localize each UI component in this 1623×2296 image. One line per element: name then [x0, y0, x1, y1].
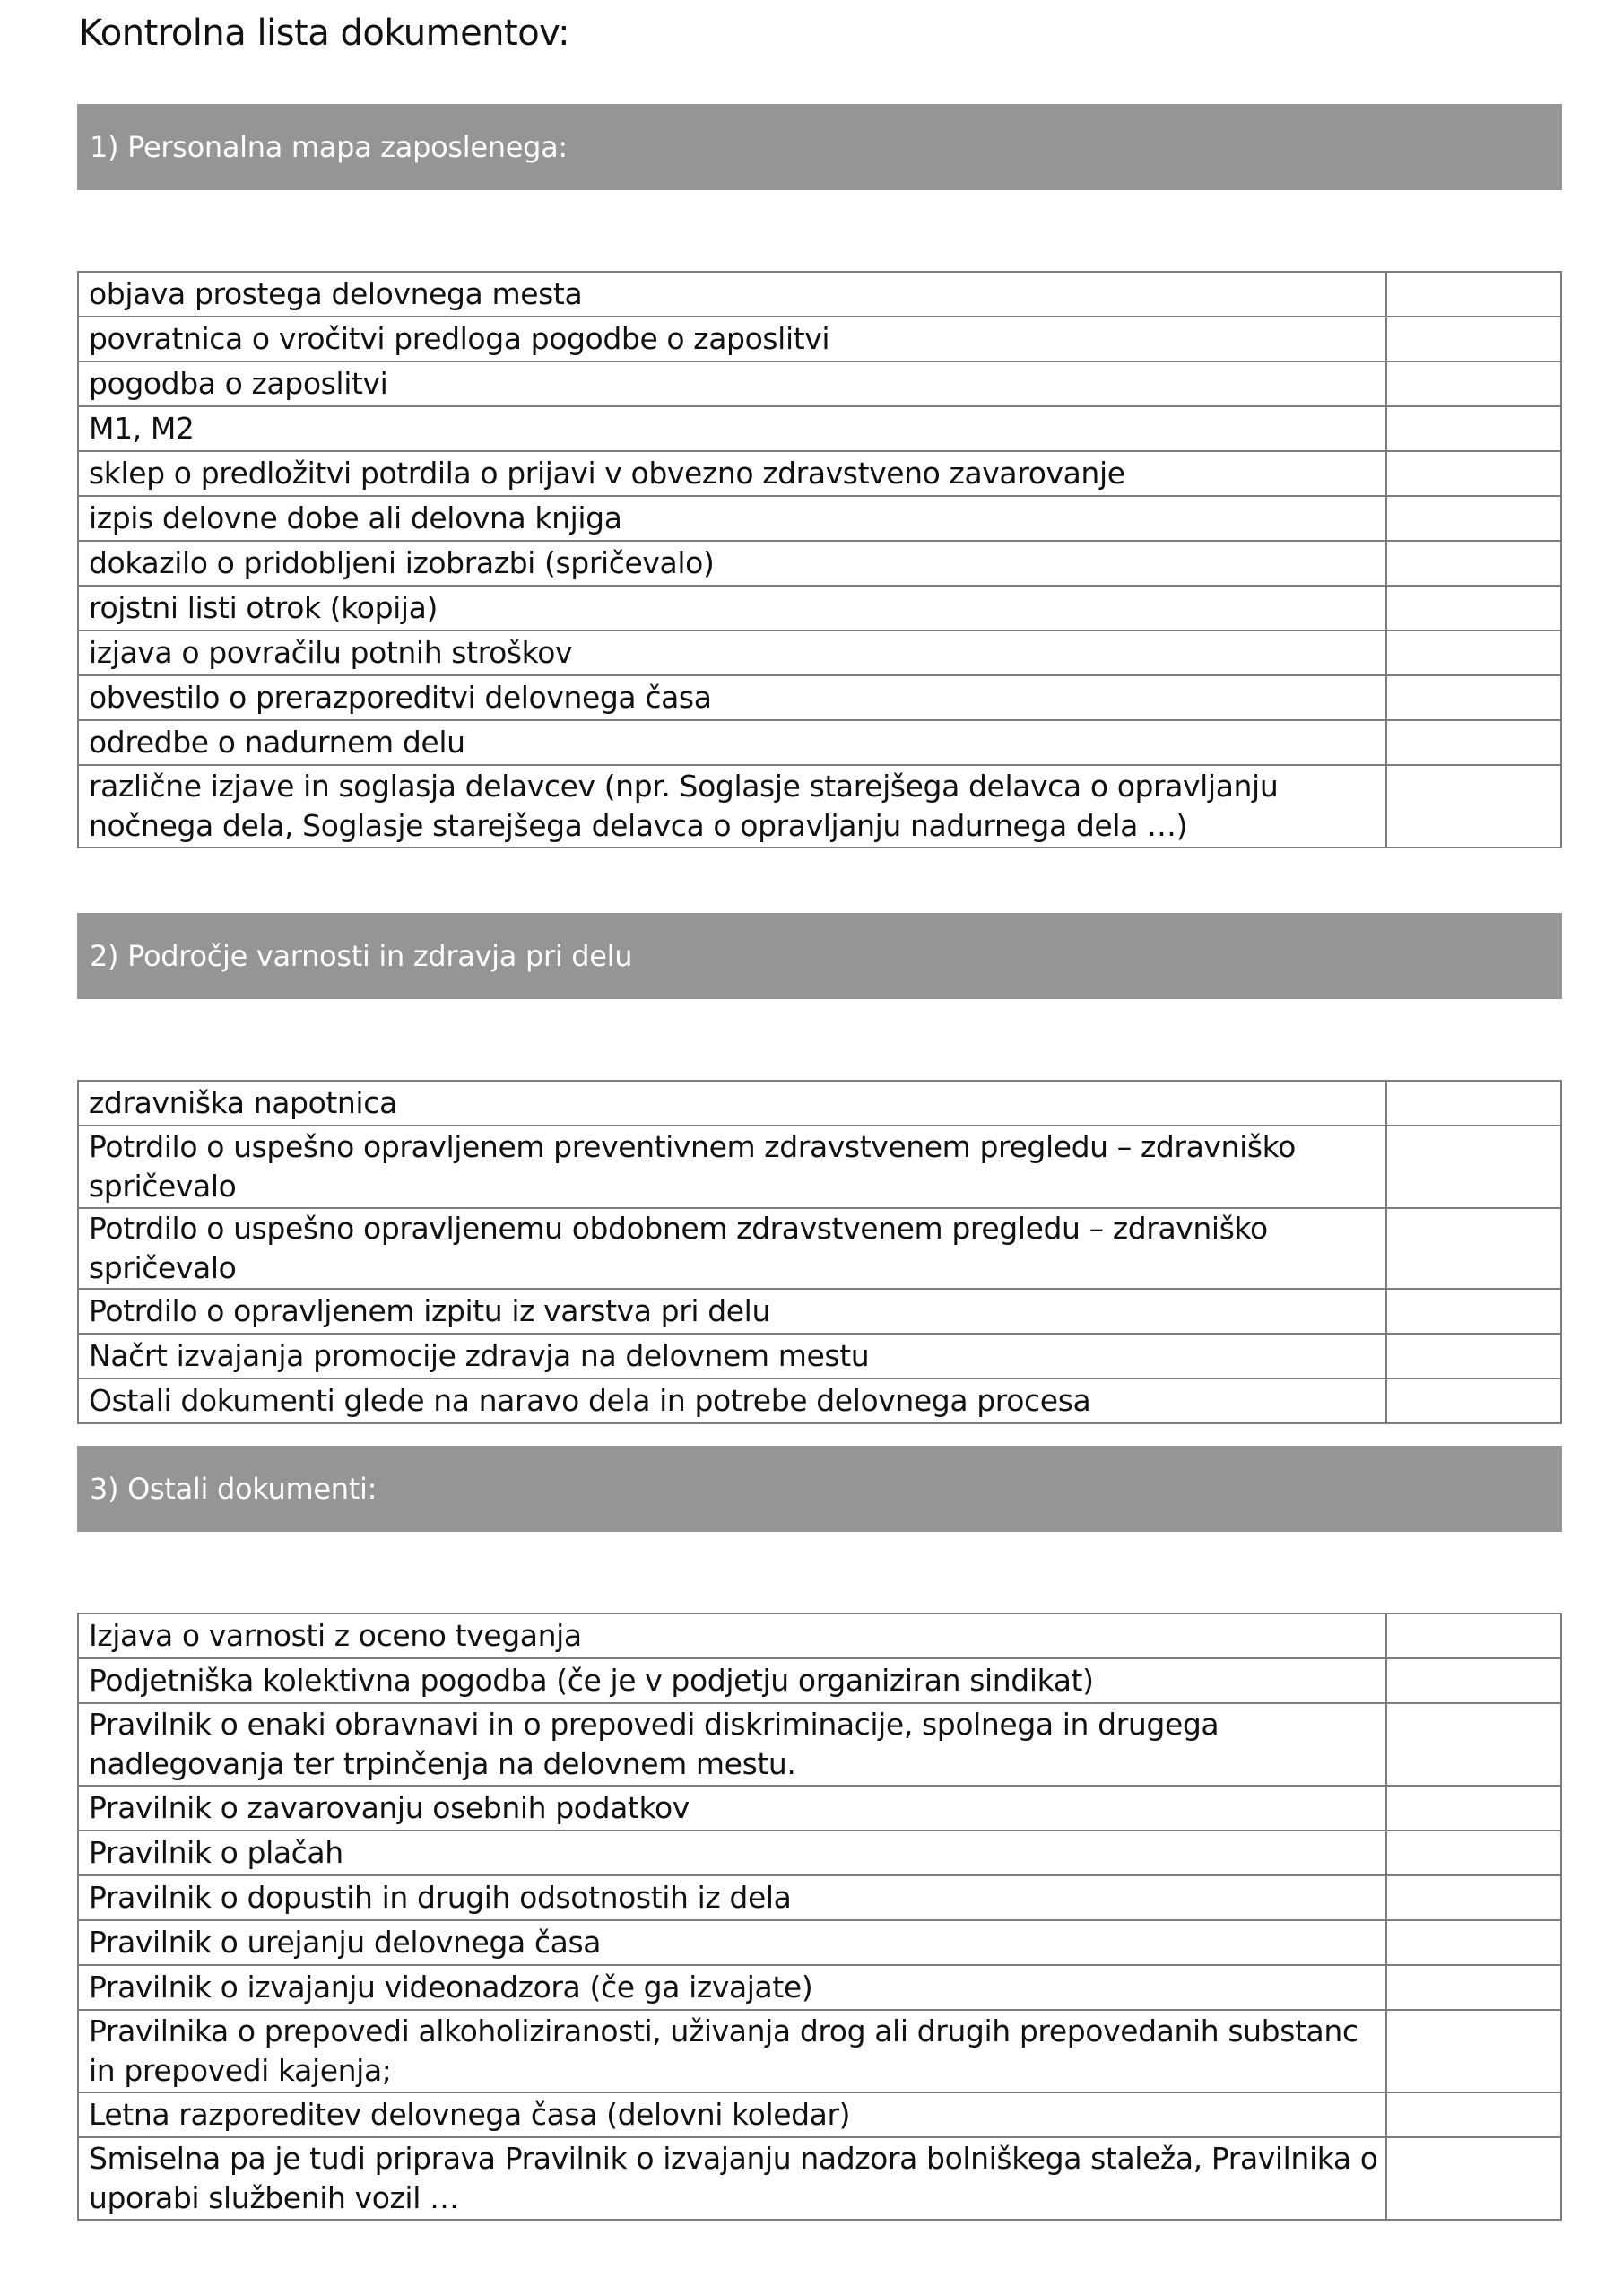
checkbox-cell[interactable]: [1386, 1875, 1561, 1920]
item-label: Pravilnik o urejanju delovnega časa: [78, 1920, 1386, 1965]
item-label: Ostali dokumenti glede na naravo dela in potrebe delovnega procesa: [78, 1378, 1386, 1423]
checkbox-cell[interactable]: [1386, 1208, 1561, 1289]
checkbox-cell[interactable]: [1386, 2137, 1561, 2220]
table-row: [78, 1920, 1561, 1965]
item-label: Pravilnik o plačah: [78, 1831, 1386, 1875]
table-row: [78, 1875, 1561, 1920]
checkbox-cell[interactable]: [1386, 1703, 1561, 1786]
checkbox-cell[interactable]: [1386, 765, 1561, 848]
checkbox-cell[interactable]: [1386, 451, 1561, 496]
table-row: [78, 541, 1561, 586]
item-label: objava prostega delovnega mesta: [78, 272, 1386, 317]
item-label: izpis delovne dobe ali delovna knjiga: [78, 496, 1386, 541]
table-row: [78, 406, 1561, 451]
table-row: [78, 631, 1561, 675]
item-label: sklep o predložitvi potrdila o prijavi v obvezno zdravstveno zavarovanje: [78, 451, 1386, 496]
checkbox-cell[interactable]: [1386, 1334, 1561, 1378]
table-row: [78, 1965, 1561, 2010]
checkbox-cell[interactable]: [1386, 675, 1561, 720]
checkbox-cell[interactable]: [1386, 2092, 1561, 2137]
item-label: pogodba o zaposlitvi: [78, 361, 1386, 406]
item-label: Načrt izvajanja promocije zdravja na delovnem mestu: [78, 1334, 1386, 1378]
section-heading-other-documents: 3) Ostali dokumenti:: [77, 1446, 1562, 1532]
checkbox-cell[interactable]: [1386, 1081, 1561, 1126]
table-row: [78, 2137, 1561, 2220]
page-title: Kontrolna lista dokumentov:: [79, 13, 570, 54]
item-label: dokazilo o pridobljeni izobrazbi (spričevalo): [78, 541, 1386, 586]
item-label: Pravilnika o prepovedi alkoholiziranosti, uživanja drog ali drugih prepovedanih substanc in prepovedi kajenja;: [78, 2010, 1386, 2092]
item-label: odredbe o nadurnem delu: [78, 720, 1386, 765]
table-row: [78, 1081, 1561, 1126]
checkbox-cell[interactable]: [1386, 1831, 1561, 1875]
checklist-safety-health: [77, 1080, 1562, 1424]
item-label: Letna razporeditev delovnega časa (delovni koledar): [78, 2092, 1386, 2137]
item-label: M1, M2: [78, 406, 1386, 451]
checkbox-cell[interactable]: [1386, 361, 1561, 406]
table-row: [78, 496, 1561, 541]
table-row: [78, 1831, 1561, 1875]
checkbox-cell[interactable]: [1386, 1289, 1561, 1334]
section-heading-safety-health: 2) Področje varnosti in zdravja pri delu: [77, 913, 1562, 999]
item-label: rojstni listi otrok (kopija): [78, 586, 1386, 631]
checkbox-cell[interactable]: [1386, 272, 1561, 317]
item-label: Pravilnik o dopustih in drugih odsotnostih iz dela: [78, 1875, 1386, 1920]
checklist-other-documents: [77, 1613, 1562, 2221]
table-row: [78, 361, 1561, 406]
table-row: [78, 317, 1561, 361]
item-label: Potrdilo o uspešno opravljenemu obdobnem zdravstvenem pregledu – zdravniško spričevalo: [78, 1208, 1386, 1289]
item-label: Pravilnik o izvajanju videonadzora (če ga izvajate): [78, 1965, 1386, 2010]
section-heading-personal-file: 1) Personalna mapa zaposlenega:: [77, 104, 1562, 190]
table-row: [78, 2010, 1561, 2092]
checkbox-cell[interactable]: [1386, 1378, 1561, 1423]
table-row: [78, 720, 1561, 765]
item-label: Pravilnik o enaki obravnavi in o prepovedi diskriminacije, spolnega in drugega nadlegovanja ter trpinčenja na delovnem mestu.: [78, 1703, 1386, 1786]
table-row: [78, 2092, 1561, 2137]
item-label: zdravniška napotnica: [78, 1081, 1386, 1126]
item-label: različne izjave in soglasja delavcev (npr. Soglasje starejšega delavca o opravljanju nočnega dela, Soglasje starejšega delavca o opravljanju nadurnega dela …): [78, 765, 1386, 848]
item-label: Potrdilo o opravljenem izpitu iz varstva pri delu: [78, 1289, 1386, 1334]
item-label: Podjetniška kolektivna pogodba (če je v podjetju organiziran sindikat): [78, 1658, 1386, 1703]
checkbox-cell[interactable]: [1386, 317, 1561, 361]
checkbox-cell[interactable]: [1386, 496, 1561, 541]
item-label: izjava o povračilu potnih stroškov: [78, 631, 1386, 675]
item-label: obvestilo o prerazporeditvi delovnega časa: [78, 675, 1386, 720]
item-label: povratnica o vročitvi predloga pogodbe o zaposlitvi: [78, 317, 1386, 361]
table-row: [78, 1208, 1561, 1289]
table-row: [78, 1289, 1561, 1334]
table-row: [78, 1378, 1561, 1423]
checkbox-cell[interactable]: [1386, 406, 1561, 451]
table-row: [78, 1703, 1561, 1786]
checkbox-cell[interactable]: [1386, 1786, 1561, 1831]
table-row: [78, 1786, 1561, 1831]
checkbox-cell[interactable]: [1386, 541, 1561, 586]
item-label: Potrdilo o uspešno opravljenem preventivnem zdravstvenem pregledu – zdravniško spričevalo: [78, 1126, 1386, 1208]
item-label: Pravilnik o zavarovanju osebnih podatkov: [78, 1786, 1386, 1831]
table-row: [78, 272, 1561, 317]
item-label: Smiselna pa je tudi priprava Pravilnik o izvajanju nadzora bolniškega staleža, Pravilnika o uporabi službenih vozil …: [78, 2137, 1386, 2220]
checkbox-cell[interactable]: [1386, 631, 1561, 675]
table-row: [78, 1658, 1561, 1703]
table-row: [78, 1126, 1561, 1208]
checkbox-cell[interactable]: [1386, 1126, 1561, 1208]
checkbox-cell[interactable]: [1386, 586, 1561, 631]
checkbox-cell[interactable]: [1386, 1920, 1561, 1965]
table-row: [78, 675, 1561, 720]
checkbox-cell[interactable]: [1386, 1965, 1561, 2010]
checkbox-cell[interactable]: [1386, 1658, 1561, 1703]
table-row: [78, 1334, 1561, 1378]
table-row: [78, 586, 1561, 631]
item-label: Izjava o varnosti z oceno tveganja: [78, 1613, 1386, 1658]
table-row: [78, 451, 1561, 496]
checklist-personal-file: [77, 271, 1562, 848]
checkbox-cell[interactable]: [1386, 1613, 1561, 1658]
checkbox-cell[interactable]: [1386, 720, 1561, 765]
checkbox-cell[interactable]: [1386, 2010, 1561, 2092]
table-row: [78, 1613, 1561, 1658]
table-row: [78, 765, 1561, 848]
